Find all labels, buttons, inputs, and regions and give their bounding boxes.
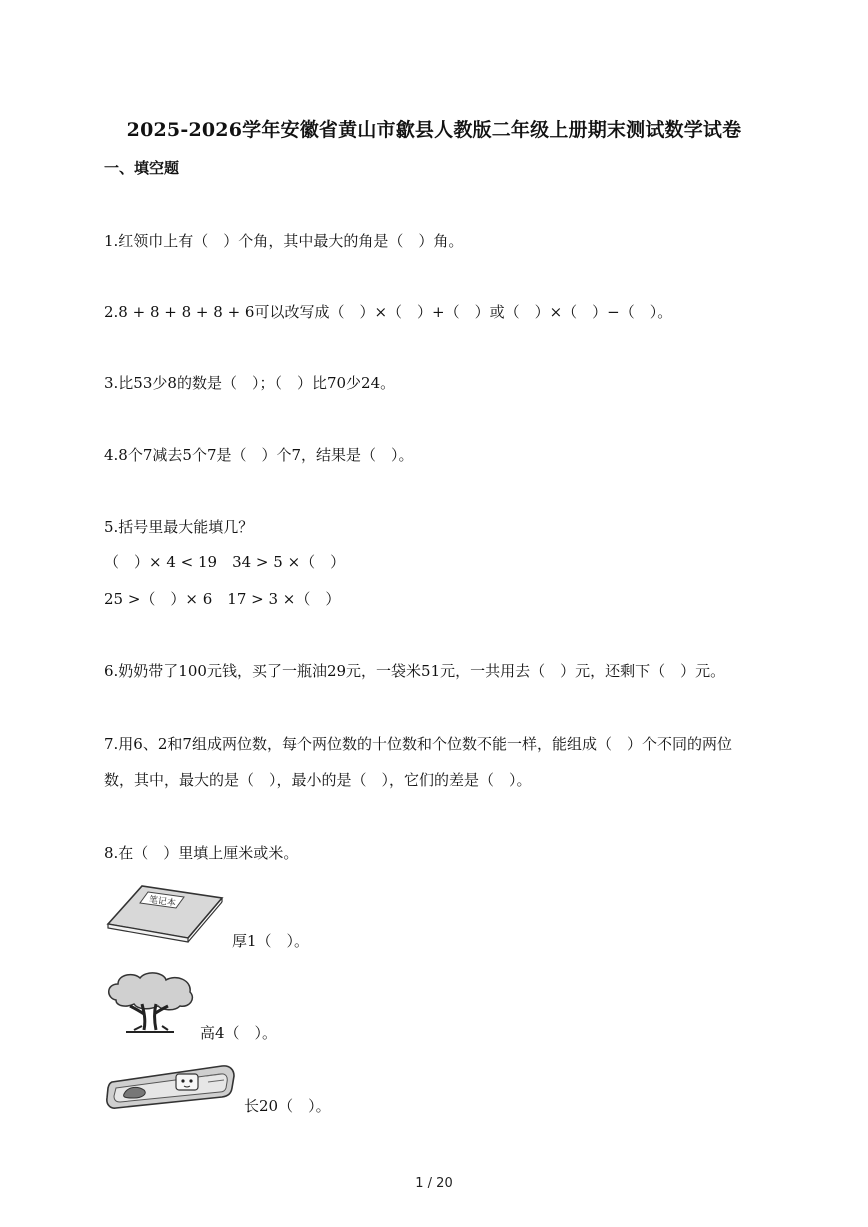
question-5-line-2: 25 >（ ）× 6 17 > 3 ×（ ） (104, 590, 341, 608)
page-title: 2025-2026学年安徽省黄山市歙县人教版二年级上册期末测试数学试卷 (126, 119, 742, 141)
tree-icon (104, 970, 196, 1038)
question-3: 3.比53少8的数是（ ）；（ ）比70少24。 (104, 374, 396, 392)
pencil-case-icon (104, 1064, 238, 1110)
question-8-item-3: 长20（ ）。 (244, 1097, 331, 1115)
question-7-line-1: 7.用6、2和7组成两位数，每个两位数的十位数和个位数不能一样，能组成（ ）个不同的两位 (104, 735, 732, 753)
section-heading: 一、填空题 (104, 159, 180, 177)
question-8-item-2: 高4（ ）。 (200, 1024, 278, 1042)
page-number: 1 / 20 (415, 1176, 453, 1191)
notebook-icon (104, 882, 228, 944)
question-8: 8.在（ ）里填上厘米或米。 (104, 844, 299, 862)
question-6: 6.奶奶带了100元钱，买了一瓶油29元，一袋米51元，一共用去（ ）元，还剩下（ ）元。 (104, 662, 726, 680)
question-2: 2.8 + 8 + 8 + 8 + 6可以改写成（ ）×（ ）+（ ）或（ ）×（ ）−（ ）。 (104, 303, 673, 321)
question-7-line-2: 数，其中，最大的是（ ），最小的是（ ），它们的差是（ ）。 (104, 771, 532, 789)
question-8-item-1: 厚1（ ）。 (232, 932, 310, 950)
notebook-caption: 笔记本 (148, 895, 177, 909)
question-4: 4.8个7减去5个7是（ ）个7，结果是（ ）。 (104, 446, 414, 464)
question-5: 5.括号里最大能填几？ (104, 518, 254, 536)
question-1: 1.红领巾上有（ ）个角，其中最大的角是（ ）角。 (104, 232, 464, 250)
question-5-line-1: （ ）× 4 < 19 34 > 5 ×（ ） (104, 553, 346, 571)
